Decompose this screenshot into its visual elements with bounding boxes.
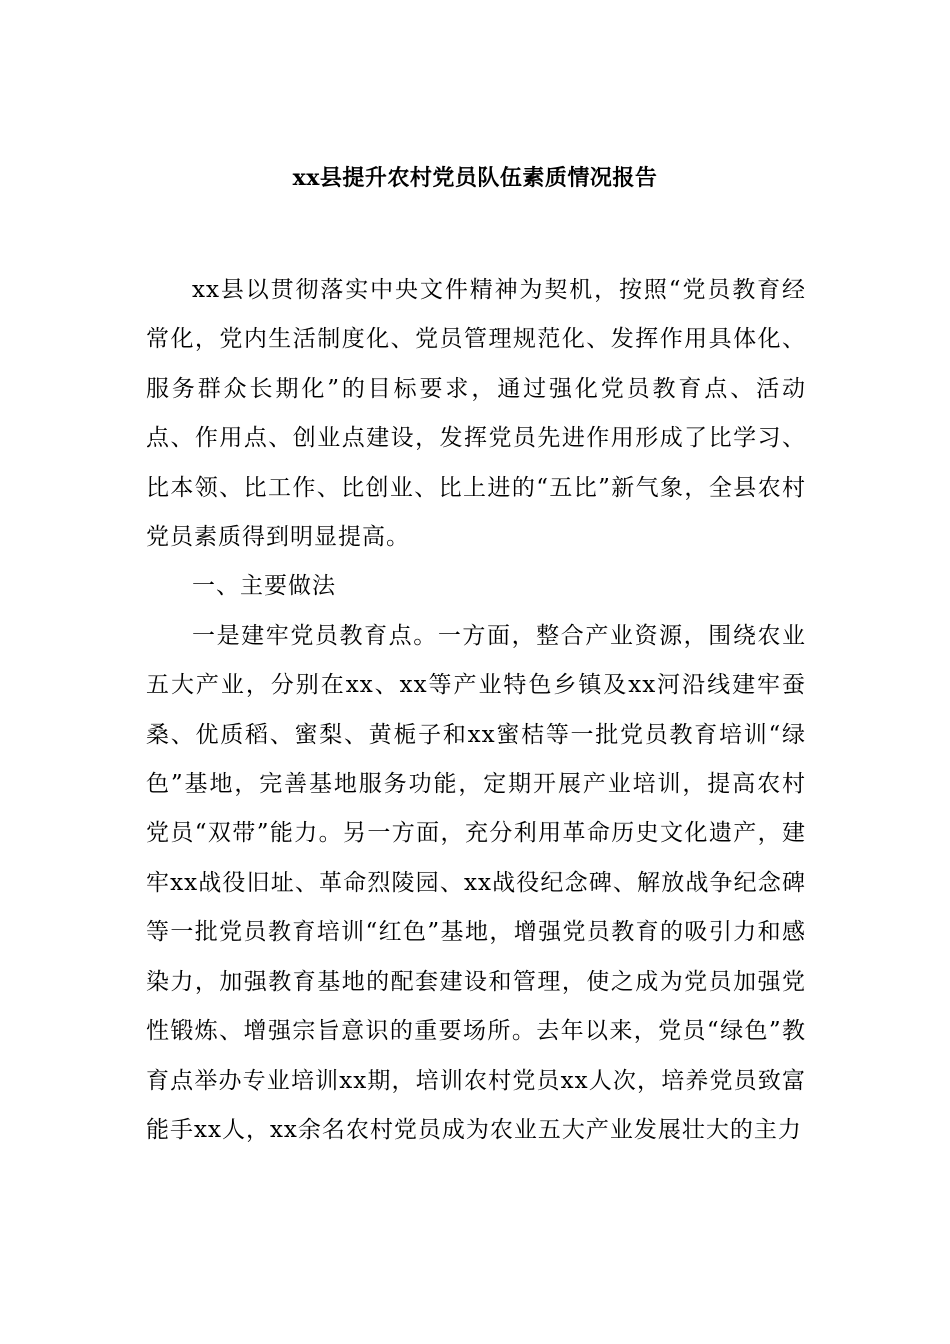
section-heading: 一、主要做法 — [192, 573, 336, 600]
body-paragraph: 一是建牢党员教育点。一方面，整合产业资源，围绕农业五大产业，分别在xx、xx等产业特色乡镇及xx河沿线建牢蚕桑、优质稻、蜜梨、黄栀子和xx蜜桔等一批党员教育培训“绿色”基地，完善基地服务功能，定期开展产业培训，提高农村党员“双带”能力。另一方面，充分利用革命历史文化遗产，建牢xx战役旧址、革命烈陵园、xx战役纪念碑、解放战争纪念碑等一批党员教育培训“红色”基地，增强党员教育的吸引力和感染力，加强教育基地的配套建设和管理，使之成为党员加强党性锻炼、增强宗旨意识的重要场所。去年以来，党员“绿色”教育点举办专业培训xx期，培训农村党员xx人次，培养党员致富能手xx人，xx余名农村党员成为农业五大产业发展壮大的主力 — [146, 622, 806, 1143]
document-title: xx县提升农村党员队伍素质情况报告 — [292, 165, 658, 191]
intro-paragraph: xx县以贯彻落实中央文件精神为契机，按照“党员教育经常化，党内生活制度化、党员管理规范化、发挥作用具体化、服务群众长期化”的目标要求，通过强化党员教育点、活动点、作用点、创业点建设，发挥党员先进作用形成了比学习、比本领、比工作、比创业、比上进的“五比”新气象，全县农村党员素质得到明显提高。 — [146, 277, 806, 551]
document-body — [146, 266, 806, 1155]
